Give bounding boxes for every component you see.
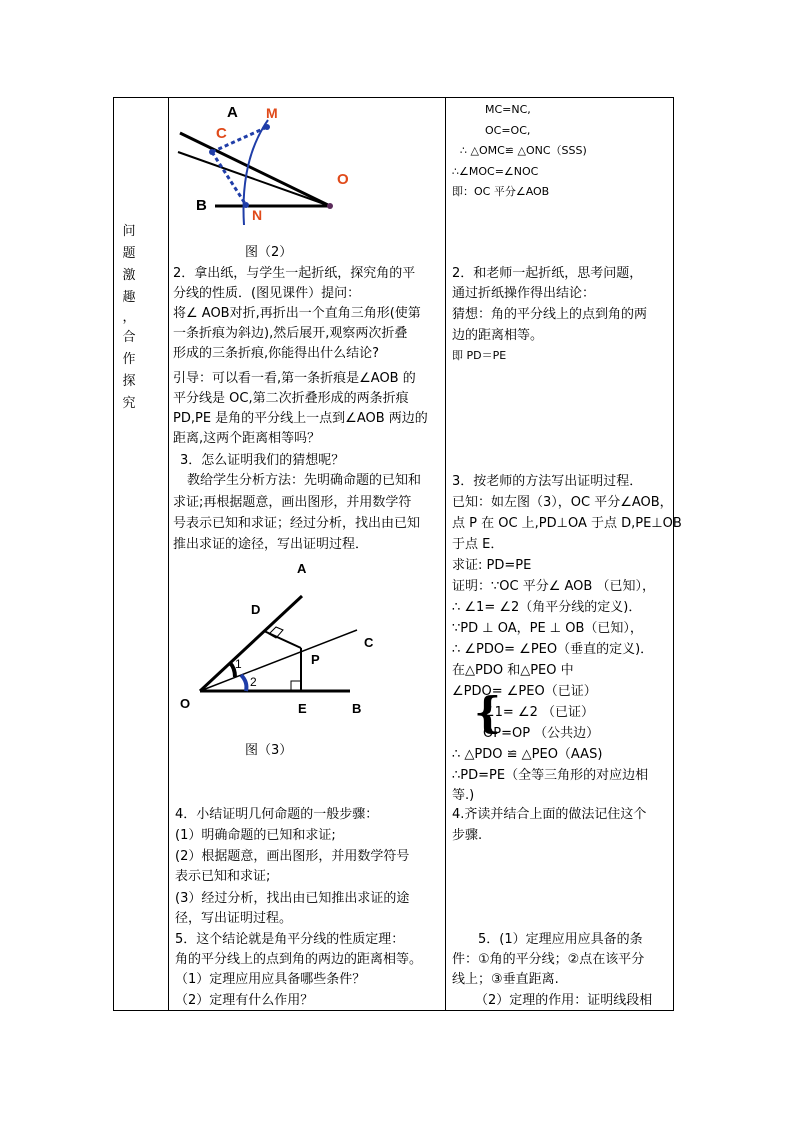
text-line: 角的平分线上的点到角的两边的距离相等。 <box>175 952 423 967</box>
fig2-point-o <box>327 203 333 209</box>
text-line: ∠1= ∠2 （已证） <box>483 705 595 720</box>
text-line: ∴ △OMC≌ △ONC（SSS) <box>460 144 587 157</box>
text-line: （2）定理的作用：证明线段相 <box>475 993 653 1008</box>
stage-label-char: 究 <box>122 396 136 411</box>
table-divider-2 <box>445 97 446 1011</box>
text-line: （2）定理有什么作用？ <box>175 993 314 1008</box>
text-line: 通过折纸操作得出结论： <box>452 286 596 301</box>
stage-label-char: 激 <box>122 268 136 283</box>
figure-2-caption: 图（2） <box>245 245 293 260</box>
fig2-label-o: O <box>337 171 349 188</box>
text-line: 2．和老师一起折纸，思考问题， <box>452 266 643 281</box>
text-line: 将∠ AOB对折,再折出一个直角三角形(使第 <box>173 306 421 321</box>
fig2-label-c: C <box>216 125 227 142</box>
text-line: 表示已知和求证; <box>175 869 271 884</box>
text-line: 3．按老师的方法写出证明过程． <box>452 474 643 489</box>
stage-label-char: 合 <box>122 330 136 345</box>
curly-brace-icon: { <box>474 688 502 737</box>
fig2-point-m <box>264 124 270 130</box>
fig3-label-o: O <box>180 696 191 711</box>
text-line: (1）明确命题的已知和求证; <box>175 828 336 843</box>
table-divider-1 <box>168 97 169 1011</box>
fig2-label-b: B <box>196 197 207 214</box>
text-line: ∴ ∠PDO= ∠PEO（垂直的定义)． <box>452 642 654 657</box>
fig3-label-e: E <box>298 701 307 716</box>
text-line: 件：①角的平分线；②点在该平分 <box>452 952 645 967</box>
text-line: 在△PDO 和△PEO 中 <box>452 663 574 678</box>
text-line: PD,PE 是角的平分线上一点到∠AOB 两边的 <box>173 411 428 426</box>
text-line: ∴∠MOC=∠NOC <box>452 165 539 178</box>
fig2-label-a: A <box>227 104 238 121</box>
stage-label-char: 题 <box>122 246 136 261</box>
text-line: 3．怎么证明我们的猜想呢？ <box>180 453 345 468</box>
fig2-point-c <box>209 149 215 155</box>
stage-label-char: 趣 <box>122 290 136 305</box>
text-line: 径，写出证明过程。 <box>175 911 293 926</box>
fig2-point-n <box>243 202 249 208</box>
fig3-label-p: P <box>311 652 320 667</box>
text-line: 引导：可以看一看,第一条折痕是∠AOB 的 <box>173 371 416 386</box>
text-line: 5．(1）定理应用应具备的条 <box>478 932 643 947</box>
text-line: ∠PDO= ∠PEO（已证） <box>452 684 597 699</box>
text-line: 点 P 在 OC 上,PD⊥OA 于点 D,PE⊥OB <box>452 516 682 531</box>
figure-2-diagram <box>170 100 370 225</box>
text-line: 证明：∵OC 平分∠ AOB （已知）， <box>452 579 655 594</box>
text-line: （1）定理应用应具备哪些条件？ <box>175 972 366 987</box>
fig3-angle-2-mark <box>241 675 246 691</box>
stage-label-char: 探 <box>122 374 136 389</box>
text-line: 2．拿出纸，与学生一起折纸，探究角的平 <box>173 266 416 281</box>
fig3-label-d: D <box>251 602 261 617</box>
text-line: 即 PD＝PE <box>452 349 507 362</box>
fig2-dotted-cn <box>212 152 246 205</box>
text-line: MC=NC, <box>485 103 531 116</box>
stage-label-char: ， <box>122 310 136 325</box>
text-line: 线上；③垂直距离. <box>452 972 559 987</box>
text-line: ∵PD ⊥ OA，PE ⊥ OB（已知）， <box>452 621 643 636</box>
fig2-label-m: M <box>266 105 278 121</box>
text-line: 推出求证的途径，写出证明过程． <box>173 537 369 552</box>
figure-3-diagram <box>175 556 395 716</box>
text-line: 步骤. <box>452 828 483 843</box>
fig3-ray-oc <box>200 630 357 691</box>
text-line: 距离,这两个距离相等吗？ <box>173 431 321 446</box>
text-line: 形成的三条折痕,你能得出什么结论? <box>173 346 380 361</box>
text-line: 5．这个结论就是角平分线的性质定理： <box>175 932 405 947</box>
text-line: 边的距离相等。 <box>452 328 544 343</box>
text-line: ∴ △PDO ≌ △PEO（AAS) <box>452 747 603 762</box>
text-line: 教给学生分析方法：先明确命题的已知和 <box>187 473 422 488</box>
table-border-right <box>673 97 674 1011</box>
text-line: 号表示已知和求证；经过分析，找出由已知 <box>173 516 421 531</box>
text-line: 求证: PD=PE <box>452 558 532 573</box>
fig3-label-1: 1 <box>235 657 242 671</box>
text-line: 即：OC 平分∠AOB <box>452 185 550 198</box>
text-line: 求证;再根据题意，画出图形，并用数学符 <box>173 495 412 510</box>
text-line: ∴PD=PE（全等三角形的对应边相 <box>452 768 649 783</box>
text-line: (2）根据题意，画出图形，并用数学符号 <box>175 849 410 864</box>
text-line: OP=OP （公共边） <box>483 726 600 741</box>
fig3-label-a: A <box>297 561 307 576</box>
text-line: 4．小结证明几何命题的一般步骤： <box>175 807 379 822</box>
fig3-label-b: B <box>352 701 362 716</box>
text-line: 已知：如左图（3），OC 平分∠AOB， <box>452 495 673 510</box>
text-line: 平分线是 OC,第二次折叠形成的两条折痕 <box>173 391 409 406</box>
text-line: 于点 E． <box>452 537 504 552</box>
text-line: (3）经过分析，找出由已知推出求证的途 <box>175 891 410 906</box>
fig3-label-2: 2 <box>250 675 257 689</box>
text-line: 一条折痕为斜边),然后展开,观察两次折叠 <box>173 326 408 341</box>
stage-label-char: 作 <box>122 352 136 367</box>
fig2-label-n: N <box>252 207 263 223</box>
fig3-label-c: C <box>364 635 374 650</box>
text-line: ∴ ∠1= ∠2（角平分线的定义)． <box>452 600 642 615</box>
figure-3-caption: 图（3） <box>245 743 293 758</box>
text-line: 猜想：角的平分线上的点到角的两 <box>452 307 648 322</box>
stage-label-char: 问 <box>122 224 136 239</box>
text-line: 4.齐读并结合上面的做法记住这个 <box>452 807 647 822</box>
table-border-top <box>113 97 674 98</box>
text-line: 等.) <box>452 788 475 803</box>
text-line: OC=OC, <box>485 124 531 137</box>
text-line: 分线的性质．(图见课件）提问： <box>173 286 361 301</box>
